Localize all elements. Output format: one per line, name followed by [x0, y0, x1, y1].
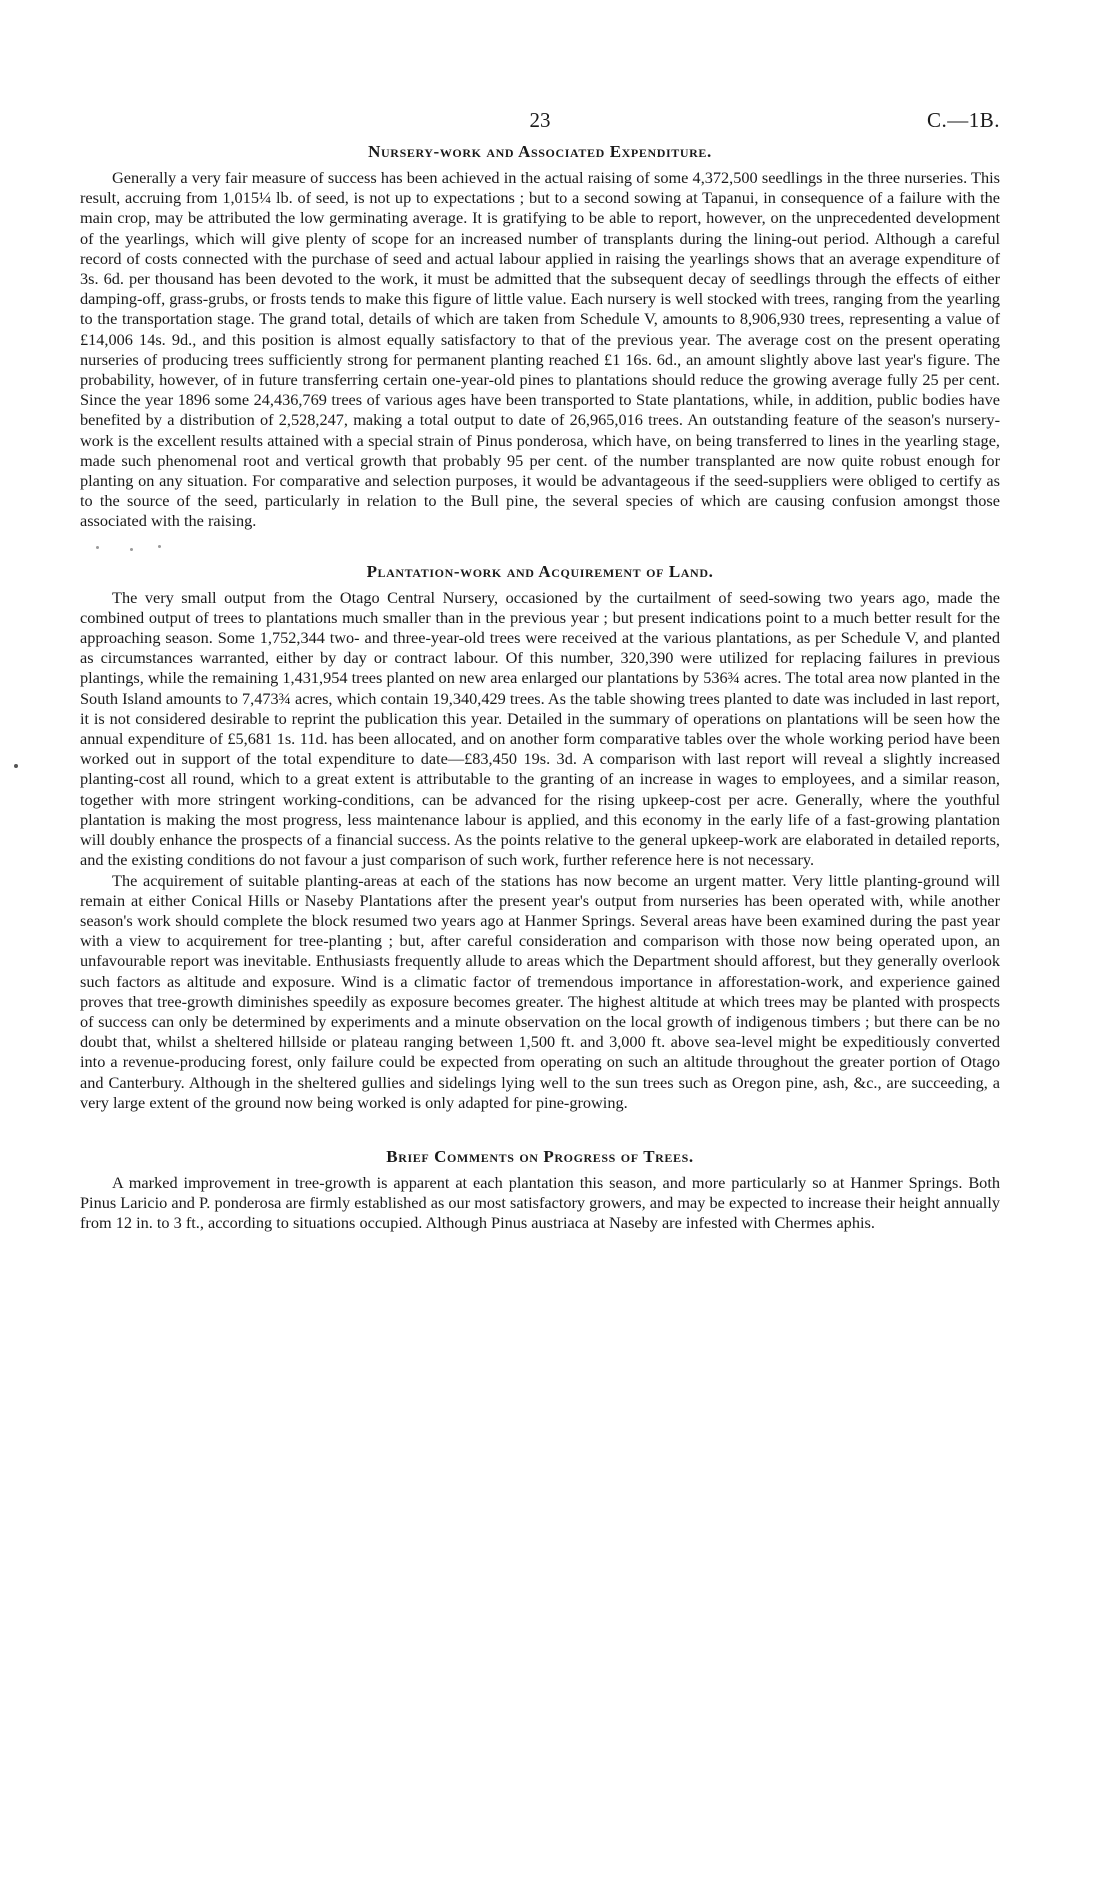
paragraph: Generally a very fair measure of success has been achieved in the actual raising of some 4,372,500 seedlings in the three nurseries. This result, accruing from 1,015¼ lb. of seed, is not up to expectations ; but to a second sowing at Tapanui, in consequence of a failure with the main crop, may be attributed the low germinating average. It is gratifying to be able to report, however, on the unprecedented development of the yearlings, which will give plenty of scope for an increased number of transplants during the lining-out period. Although a careful record of costs connected with the purchase of seed and actual labour applied in raising the yearlings shows that an average expenditure of 3s. 6d. per thousand has been devoted to the work, it must be admitted that the subsequent decay of seedlings through the effects of either damping-off, grass-grubs, or frosts tends to make this figure of little value. Each nursery is well stocked with trees, ranging from the yearling to the transportation stage. The grand total, details of which are taken from Schedule V, amounts to 8,906,930 trees, representing a value of £14,006 14s. 9d., and this position is almost equally satisfactory to that of the previous year. The average cost on the present operating nurseries of producing trees sufficiently strong for permanent planting reached £1 16s. 6d., an amount slightly above last year's figure. The probability, however, of in future transferring certain one-year-old pines to plantations should reduce the growing average fully 25 per cent. Since the year 1896 some 24,436,769 trees of various ages have been transported to State plantations, while, in addition, public bodies have benefited by a distribution of 2,528,247, making a total output to date of 26,965,016 trees. An outstanding feature of the season's nursery-work is the excellent results attained with a special strain of Pinus ponderosa, which have, on being transferred to lines in the yearling stage, made such phenomenal root and vertical growth that probably 95 per cent. of the number transplanted are now quite robust enough for planting on any situation. For comparative and selection purposes, it would be advantageous if the seed-suppliers were obliged to certify as to the source of the seed, particularly in relation to the Bull pine, the several species of which are causing confusion amongst those associated with the raising. — [80, 168, 1000, 531]
section-plantation-work — [80, 562, 1000, 1113]
paragraph: The very small output from the Otago Central Nursery, occasioned by the curtailment of seed-sowing two years ago, made the combined output of trees to plantations much smaller than in the previous year ; but present indications point to a much better result for the approaching season. Some 1,752,344 two- and three-year-old trees were received at the various plantations, as per Schedule V, and planted as circumstances warranted, either by day or contract labour. Of this number, 320,390 were utilized for replacing failures in previous plantings, while the remaining 1,431,954 trees planted on new area enlarged our plantations by 536¾ acres. The total area now planted in the South Island amounts to 7,473¾ acres, which contain 19,340,429 trees. As the table showing trees planted to date was included in last report, it is not considered desirable to reprint the publication this year. Detailed in the summary of operations on plantations will be seen how the annual expenditure of £5,681 1s. 11d. has been allocated, and on another form comparative tables over the whole working period have been worked out in support of the total expenditure to date—£83,450 19s. 3d. A comparison with last report will reveal a slightly increased planting-cost all round, which to a great extent is attributable to the granting of an increase in wages to employees, and a similar reason, together with more stringent working-conditions, can be advanced for the rising upkeep-cost per acre. Generally, where the youthful plantation is making the most progress, less maintenance labour is applied, and this economy in the early life of a fast-growing plantation will doubly enhance the prospects of a financial success. As the points relative to the general upkeep-work are elaborated in detailed reports, and the existing conditions do not favour a just comparison of such work, further reference here is not necessary. — [80, 587, 1000, 870]
section-heading: Brief Comments on Progress of Trees. — [386, 1146, 694, 1166]
section-progress-of-trees — [80, 1147, 1000, 1234]
paragraph: A marked improvement in tree-growth is apparent at each plantation this season, and more particularly so at Hanmer Springs. Both Pinus Laricio and P. ponderosa are firmly established as our most satisfactory growers, and may be expected to increase their height annually from 12 in. to 3 ft., according to situations occupied. Although Pinus austriaca at Naseby are infested with Chermes aphis. — [80, 1172, 1000, 1233]
scan-specks — [80, 532, 1000, 558]
page-number: 23 — [529, 108, 551, 132]
document-reference: C.—1B. — [926, 108, 1000, 132]
section-nursery-work — [80, 142, 1000, 532]
document-page — [80, 108, 1000, 1234]
margin-speck — [14, 764, 18, 768]
paragraph: The acquirement of suitable planting-areas at each of the stations has now become an urgent matter. Very little planting-ground will remain at either Conical Hills or Naseby Plantations after the present year's output from nurseries has been operated with, while another season's work should complete the block resumed two years ago at Hanmer Springs. Several areas have been examined during the past year with a view to acquirement for tree-planting ; but, after careful consideration and comparison with those now being operated upon, an unfavourable report was inevitable. Enthusiasts frequently allude to areas which the Department should afforest, but they generally overlook such factors as altitude and exposure. Wind is a climatic factor of tremendous importance in afforestation-work, and experience gained proves that tree-growth diminishes speedily as exposure becomes greater. The highest altitude at which trees may be planted with prospects of success can only be determined by experiments and a minute observation on the local growth of indigenous timbers ; but there can be no doubt that, whilst a sheltered hillside or plateau ranging between 1,500 ft. and 3,000 ft. above sea-level might be expeditiously converted into a revenue-producing forest, only failure could be expected from operating on such an altitude throughout the greater portion of Otago and Canterbury. Although in the sheltered gullies and sidelings lying well to the sun trees such as Oregon pine, ash, &c., are succeeding, a very large extent of the ground now being worked is only adapted for pine-growing. — [80, 870, 1000, 1112]
section-heading: Nursery-work and Associated Expenditure. — [368, 142, 712, 161]
section-heading: Plantation-work and Acquirement of Land. — [366, 561, 714, 581]
page-header — [80, 108, 1000, 142]
